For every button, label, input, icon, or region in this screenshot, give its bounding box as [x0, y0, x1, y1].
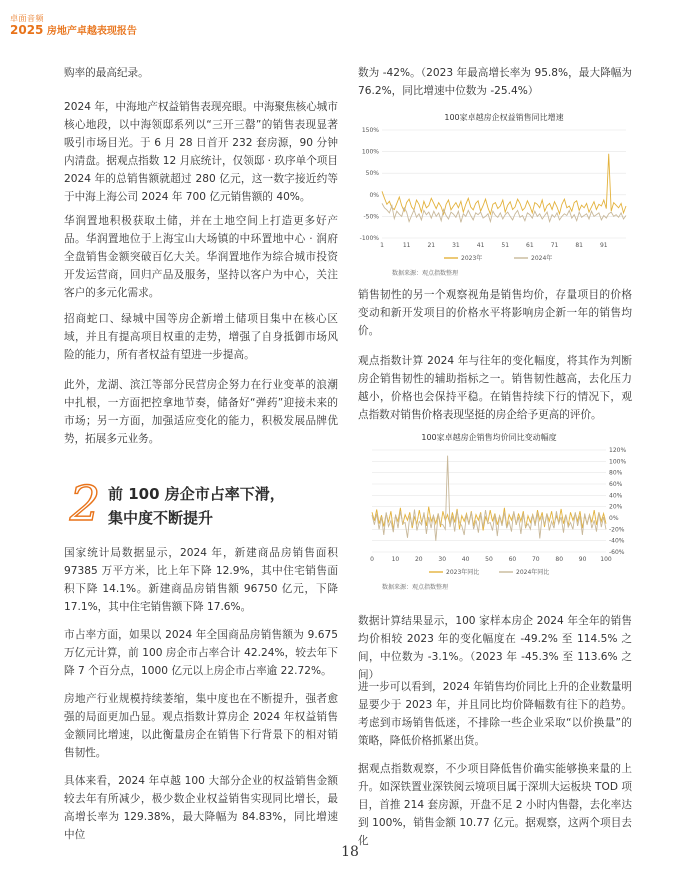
- paragraph: 数据计算结果显示，100 家样本房企 2024 年全年的销售均价相较 2023 年的变化幅度在 -49.2% 至 114.5% 之间，中位数为 -3.1%。（2023 年 -45.3% 至 113.6% 之间）: [358, 615, 632, 681]
- x-tick-label: 30: [438, 556, 447, 563]
- x-tick-label: 21: [427, 242, 436, 249]
- paragraph: 购率的最高纪录。: [64, 67, 149, 79]
- x-tick-label: 41: [476, 242, 485, 249]
- x-tick-label: 71: [550, 242, 559, 249]
- report-brand: [10, 14, 137, 39]
- y-tick-label: -20%: [609, 526, 625, 534]
- paragraph: 观点指数计算 2024 年与往年的变化幅度，将其作为判断房企销售韧性的辅助指标之一。销售韧性越高，去化压力越小，价格也会保持平稳。在销售持续下行的情况下，观点指数对销售价格表现坚挺的房企给予更高的评价。: [358, 355, 632, 421]
- x-tick-label: 31: [452, 242, 460, 249]
- y-tick-label: 100%: [361, 148, 379, 156]
- y-tick-label: 50%: [365, 170, 379, 178]
- y-tick-label: 20%: [609, 503, 623, 511]
- y-tick-label: -100%: [359, 235, 379, 242]
- section-heading: [64, 474, 338, 534]
- y-tick-label: 0%: [609, 515, 619, 522]
- paragraph: 此外，龙湖、滨江等部分民营房企努力在行业变革的浪潮中扎根，一方面把控拿地节奏，储备好“弹药”迎接未来的市场；另一方面，加强适应变化的能力，积极发展品牌优势，拓展多元业务。: [64, 379, 338, 445]
- y-tick-label: -60%: [609, 549, 625, 556]
- chart-price-change-svg: [362, 428, 634, 592]
- y-tick-label: 0%: [369, 191, 379, 199]
- x-tick-label: 100: [600, 556, 612, 563]
- y-tick-label: 150%: [361, 127, 379, 134]
- y-tick-label: 100%: [609, 458, 627, 466]
- page-number: 18: [341, 844, 359, 860]
- chart-title: 100家卓越房企权益销售同比增速: [444, 113, 564, 122]
- brand-title-text: 房地产卓越表现报告: [43, 26, 137, 37]
- brand-year: 2025: [10, 23, 44, 37]
- x-tick-label: 70: [531, 556, 540, 563]
- x-tick-label: 11: [402, 242, 411, 249]
- paragraph: 国家统计局数据显示，2024 年，新建商品房销售面积 97385 万平方米，比上年下降 12.9%，其中住宅销售面积下降 14.1%。新建商品房销售额 96750 亿元，下降 17.1%，其中住宅销售额下降 17.6%。: [64, 547, 338, 613]
- legend-label: 2023年同比: [446, 569, 480, 576]
- chart-title: 100家卓越房企销售均价同比变动幅度: [421, 433, 557, 442]
- x-tick-label: 10: [391, 556, 400, 563]
- x-tick-label: 1: [380, 242, 384, 249]
- paragraph: 房地产行业规模持续萎缩，集中度也在不断提升，强者愈强的局面更加凸显。观点指数计算房企 2024 年权益销售金额同比增速，以此衡量房企在销售下行背景下的相对销售韧性。: [64, 693, 338, 759]
- y-tick-label: 120%: [609, 447, 627, 454]
- x-tick-label: 81: [575, 242, 583, 249]
- x-tick-label: 90: [578, 556, 587, 563]
- chart-source: 数据来源：观点指数整理: [392, 270, 459, 277]
- section-title-line1: 前 100 房企市占率下滑，: [108, 485, 285, 503]
- paragraph: 进一步可以看到，2024 年销售均价同比上升的企业数量明显要少于 2023 年，并且同比均价降幅数有往下的趋势。考虑到市场销售低迷，不排除一些企业采取“以价换量”的策略，降低价格抓紧出货。: [358, 681, 632, 747]
- chart-price-change: [362, 428, 634, 592]
- paragraph: 具体来看，2024 年卓越 100 大部分企业的权益销售金额较去年有所减少，极少数企业权益销售实现同比增长，最高增长率为 129.38%，最大降幅为 84.83%，同比增速中位: [64, 775, 338, 841]
- chart-sales-growth: [356, 108, 638, 278]
- section-title-line2: 集中度不断提升: [108, 509, 214, 527]
- chart-source: 数据来源：观点指数整理: [382, 584, 449, 591]
- paragraph: 数为 -42%。（2023 年最高增长率为 95.8%，最大降幅为 76.2%，同比增速中位数为 -25.4%）: [358, 67, 632, 97]
- chart-sales-growth-svg: [356, 108, 638, 278]
- paragraph: 2024 年，中海地产权益销售表现亮眼。中海聚焦核心城市核心地段，以中海领邸系列以“三开三罄”的销售表现显著吸引市场目光。于 6 月 28 日首开 232 套房源，90 分钟内清盘。据观点指数 12 月底统计，仅领邸 · 玖序单个项目 2024 年的总销售额就超过 280 亿元，这一数字接近约等于中海上海公司 2024 年 700 亿元销售额的 40%。: [64, 101, 338, 203]
- y-tick-label: -50%: [363, 213, 379, 221]
- paragraph: 市占率方面，如果以 2024 年全国商品房销售额为 9.675 万亿元计算，前 100 房企市占率合计 42.24%，较去年下降 7 个百分点，1000 亿元以上房企市占率逾 22.72%。: [64, 629, 338, 677]
- x-tick-label: 0: [370, 556, 374, 563]
- x-tick-label: 80: [555, 556, 564, 563]
- series-line-1: [382, 154, 626, 214]
- series-line-2: [372, 456, 606, 541]
- x-tick-label: 40: [461, 556, 470, 563]
- paragraph: 销售韧性的另一个观察视角是销售均价，存量项目的价格变动和新开发项目的价格水平将影响房企新一年的销售均价。: [358, 289, 632, 337]
- section-number-graphic: [68, 474, 102, 534]
- paragraph: 招商蛇口、绿城中国等房企新增土储项目集中在核心区域，并且有提高项目权重的走势，增强了自身抵御市场风险的能力，所有者权益有望进一步提高。: [64, 313, 338, 361]
- section-number: 2: [69, 476, 101, 532]
- brand-report-title: [10, 23, 137, 39]
- x-tick-label: 61: [526, 242, 534, 249]
- series-line-1: [372, 507, 606, 531]
- x-tick-label: 20: [414, 556, 423, 563]
- paragraph: 华润置地积极获取土储，并在土地空间上打造更多好产品。华润置地位于上海宝山大场镇的中环置地中心 · 润府全盘销售金额突破百亿大关。华润置地作为综合城市投资开发运营商，回归产品及服务，坚持以客户为中心，关注客户的多元化需求。: [64, 215, 338, 299]
- x-tick-label: 91: [599, 242, 608, 249]
- y-tick-label: 60%: [609, 481, 623, 488]
- y-tick-label: 40%: [609, 492, 623, 500]
- y-tick-label: 80%: [609, 469, 623, 477]
- legend-label: 2024年同比: [516, 569, 550, 576]
- x-tick-label: 51: [501, 242, 510, 249]
- x-tick-label: 60: [508, 556, 517, 563]
- section-title: [108, 482, 285, 530]
- x-tick-label: 50: [485, 556, 493, 563]
- y-tick-label: -40%: [609, 537, 625, 545]
- paragraph: 据观点指数观察，不少项目降低售价确实能够换来量的上升。如深铁置业深铁阅云境项目属于深圳大运板块 TOD 项目，首推 214 套房源，开盘不足 2 小时内售罄，去化率达到 100%，销售金额 10.77 亿元。据观察，这两个项目去化: [358, 763, 632, 847]
- legend-label: 2024年: [531, 255, 553, 262]
- brand-publisher: 卓面音频: [10, 14, 44, 23]
- legend-label: 2023年: [461, 255, 483, 262]
